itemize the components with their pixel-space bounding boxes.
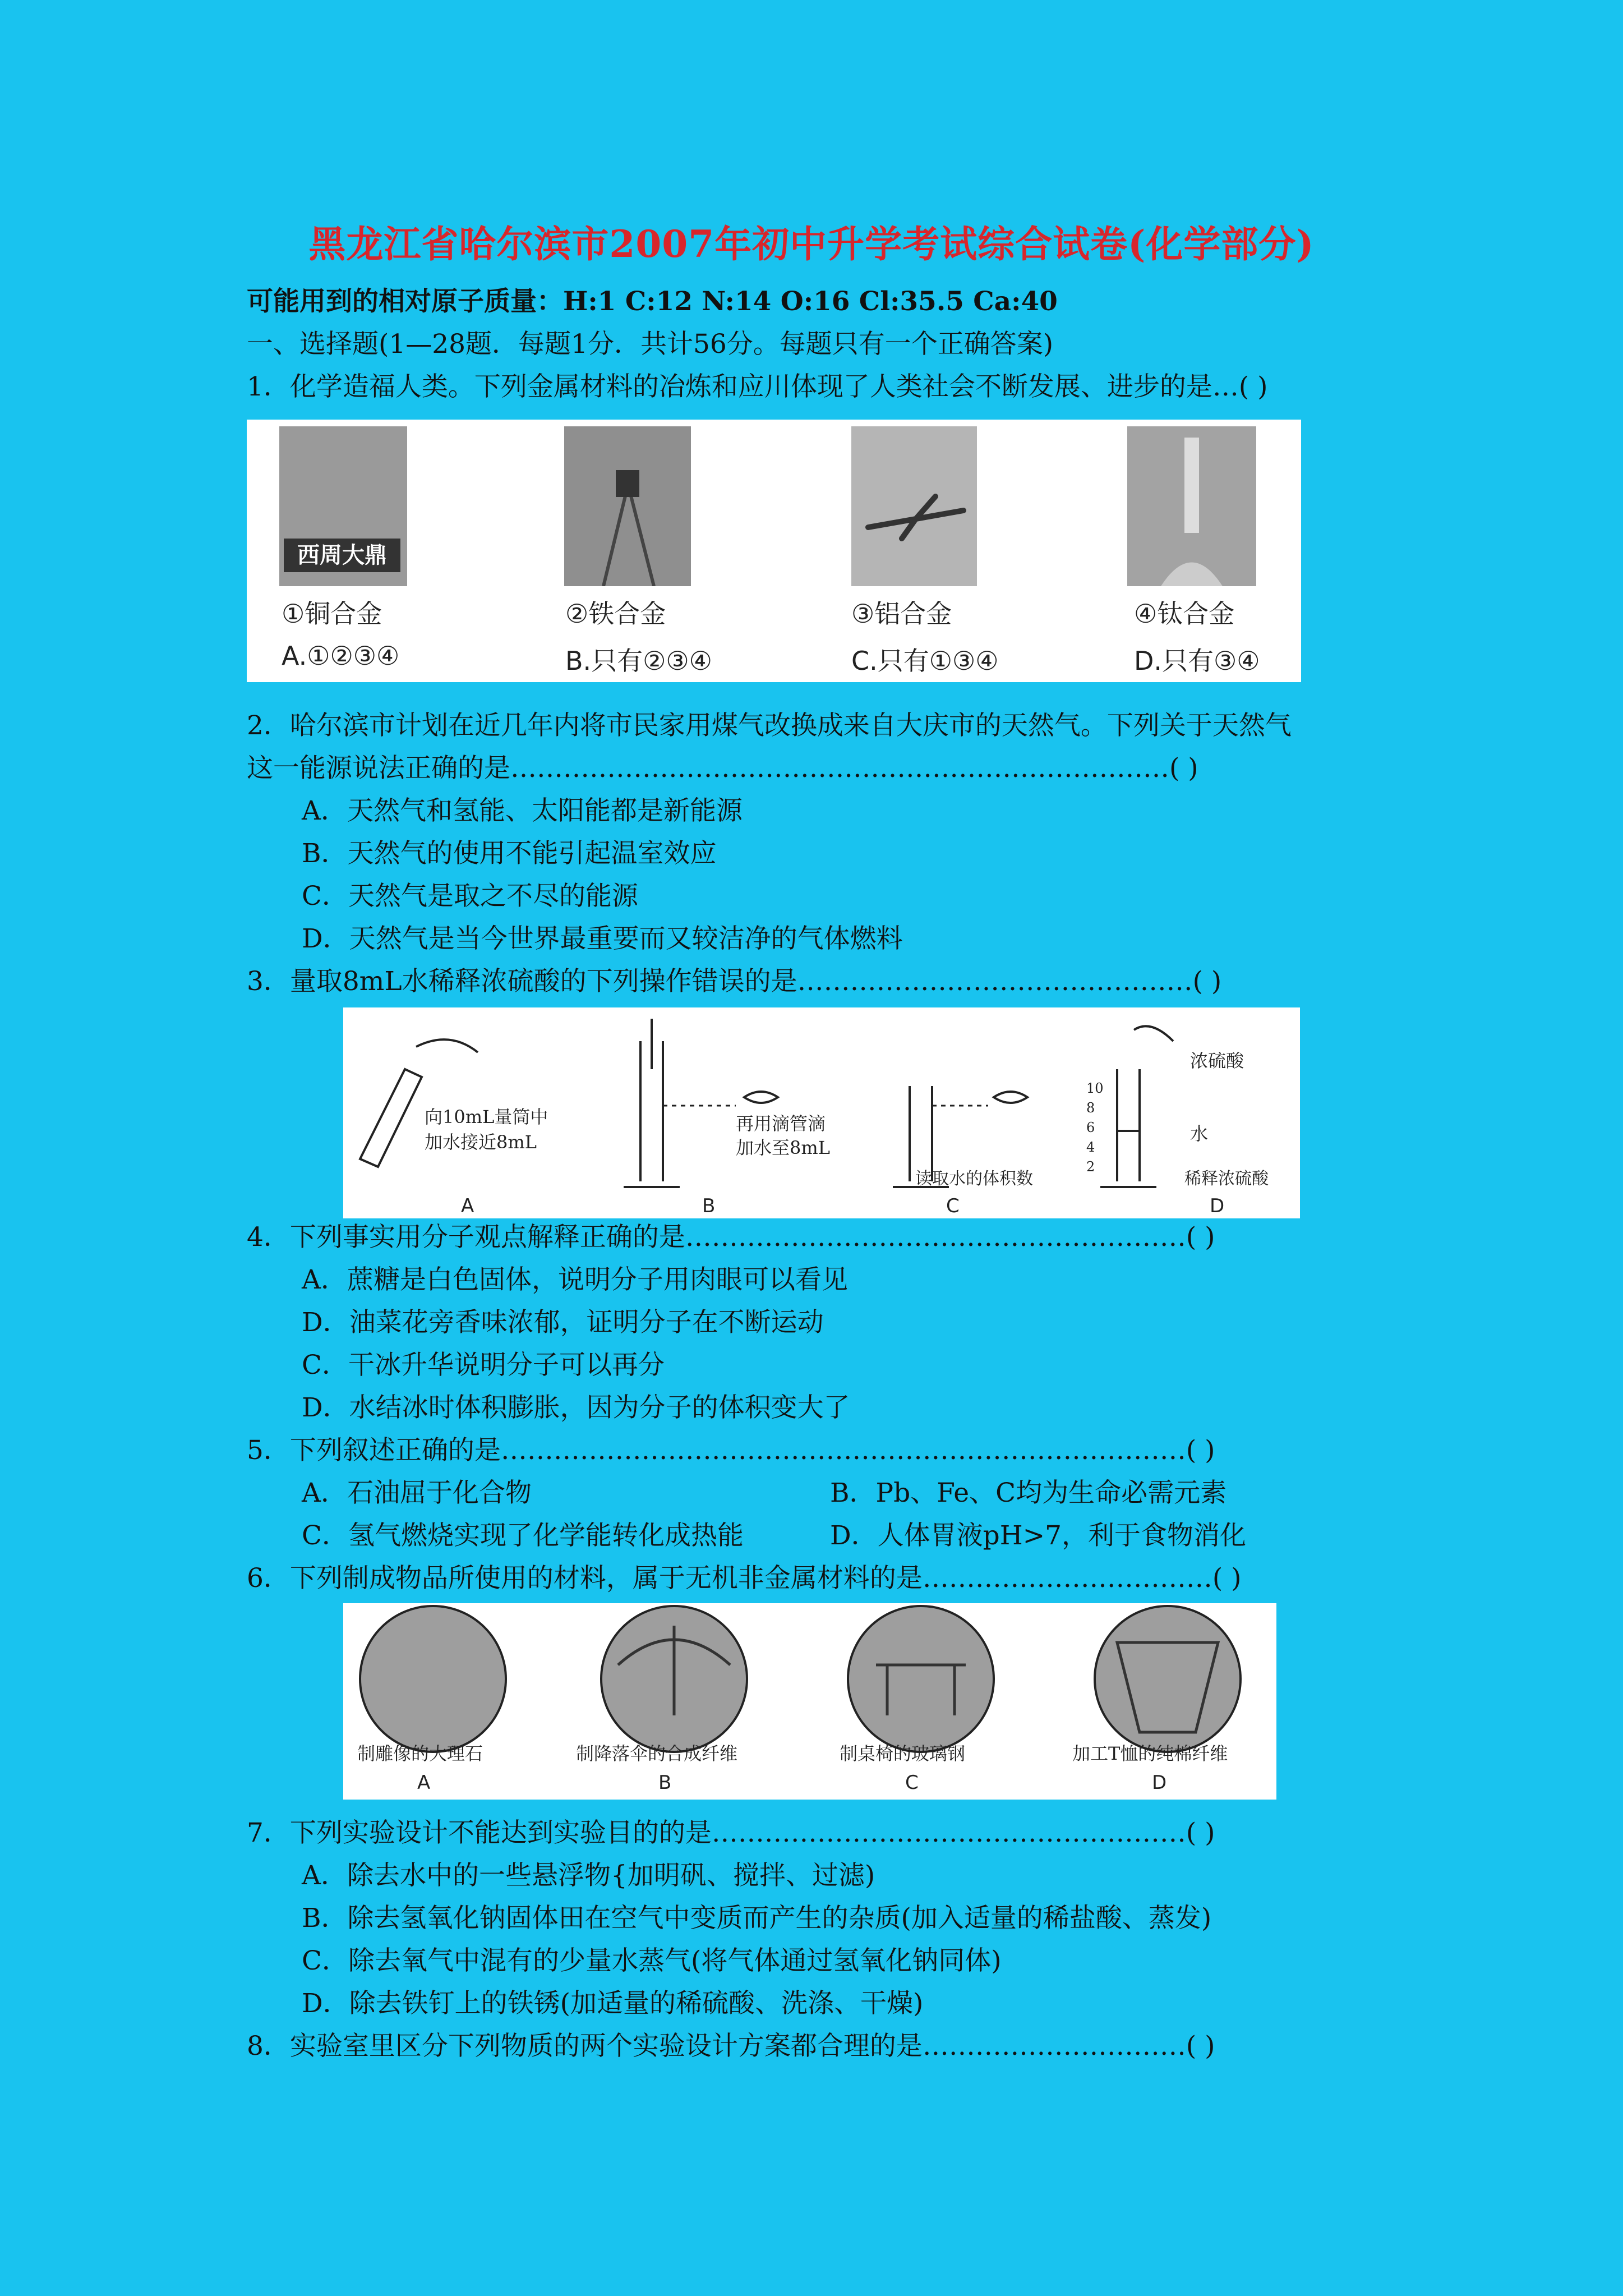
q6-caption-c: 制桌椅的玻璃钢: [840, 1743, 966, 1764]
q3-caption-a1: 向10mL量筒中: [425, 1106, 548, 1128]
q1-label-4: ④钛合金: [1134, 599, 1235, 629]
q3-tick-4: 4: [1086, 1139, 1095, 1155]
rail-track-icon: [564, 426, 691, 586]
photo-stamp: 西周大鼎: [284, 539, 400, 572]
q3-caption-d: 稀释浓硫酸: [1184, 1169, 1269, 1189]
q1-label-3: ③铝合金: [851, 599, 952, 629]
q2-option-c: C．天然气是取之不尽的能源: [302, 881, 638, 912]
q6-caption-b: 制降落伞的合成纤维: [576, 1743, 738, 1764]
q8-stem: 8．实验室里区分下列物质的两个实验设计方案都合理的是…………………………( ): [247, 2031, 1215, 2062]
q1-stem: 1．化学造福人类。下列金属材料的冶炼和应川体现了人类社会不断发展、进步的是…( ): [247, 371, 1268, 402]
q3-caption-c: 读取水的体积数: [915, 1169, 1033, 1189]
q3-caption-acid: 浓硫酸: [1190, 1050, 1244, 1071]
q1-label-2: ②铁合金: [565, 599, 666, 629]
q3-caption-b1: 再用滴管滴: [736, 1113, 826, 1134]
q1-option-d: D.只有③④: [1134, 646, 1260, 676]
q6-letter-a: A: [417, 1772, 431, 1794]
q7-option-d: D．除去铁钉上的铁锈(加适量的稀硫酸、洗涤、干燥): [302, 1988, 924, 2019]
q6-letter-c: C: [905, 1772, 919, 1794]
q3-tick-10: 10: [1086, 1080, 1104, 1096]
q6-letter-b: B: [658, 1772, 672, 1794]
q6-stem: 6．下列制成物品所使用的材料，属于无机非金属材料的是……………………………( ): [247, 1563, 1242, 1594]
q5-option-d: D．人体胃液pH>7，利于食物消化: [830, 1520, 1247, 1551]
q1-option-a: A.①②③④: [282, 641, 400, 671]
material-photos: [343, 1603, 1276, 1800]
q5-option-c: C．氢气燃烧实现了化学能转化成热能: [302, 1520, 744, 1551]
q4-option-c: C．干冰升华说明分子可以再分: [302, 1350, 665, 1381]
q6-letter-d: D: [1152, 1772, 1167, 1794]
q3-figure: [343, 1007, 1300, 1218]
q3-letter-b: B: [702, 1195, 716, 1217]
plane-photo: [851, 426, 977, 586]
q3-letter-c: C: [946, 1195, 960, 1217]
q5-option-b: B．Pb、Fe、C均为生命必需元素: [830, 1478, 1227, 1508]
q7-option-c: C．除去氧气中混有的少量水蒸气(将气体通过氢氧化钠同体): [302, 1945, 1002, 1976]
q6-caption-a: 制雕像的大理石: [357, 1743, 483, 1764]
airplane-icon: [851, 426, 977, 586]
q3-letter-d: D: [1210, 1195, 1225, 1217]
q3-caption-a2: 加水接近8mL: [425, 1131, 537, 1153]
q1-figure: [247, 420, 1301, 682]
q7-option-a: A．除去水中的一些悬浮物{加明矾、搅拌、过滤): [302, 1860, 875, 1891]
q4-option-d: D．水结冰时体积膨胀，因为分子的体积变大了: [302, 1392, 850, 1423]
q2-stem-line2: 这一能源说法正确的是…………………………………………………………………( ): [247, 753, 1198, 784]
q3-caption-b2: 加水至8mL: [736, 1137, 830, 1158]
rocket-icon: [1127, 426, 1256, 586]
q4-option-b: D．油菜花旁香味浓郁，证明分子在不断运动: [302, 1307, 824, 1338]
q3-tick-8: 8: [1086, 1100, 1095, 1116]
q5-stem: 5．下列叙述正确的是……………………………………………………………………( ): [247, 1435, 1215, 1466]
bronze-ding-photo: [279, 426, 407, 586]
q6-caption-d: 加工T恤的纯棉纤维: [1072, 1743, 1228, 1764]
q3-caption-water: 水: [1190, 1123, 1209, 1144]
q4-stem: 4．下列事实用分子观点解释正确的是…………………………………………………( ): [247, 1222, 1215, 1253]
q2-stem-line1: 2．哈尔滨市计划在近几年内将市民家用煤气改换成来自大庆市的天然气。下列关于天然气: [247, 710, 1292, 741]
rocket-photo: [1127, 426, 1256, 586]
q3-tick-6: 6: [1086, 1120, 1095, 1135]
q5-option-a: A．石油屈于化合物: [302, 1478, 532, 1508]
q3-stem: 3．量取8mL水稀释浓硫酸的下列操作错误的是………………………………………( ): [247, 966, 1222, 997]
q2-option-d: D．天然气是当今世界最重要而又较洁净的气体燃料: [302, 923, 903, 954]
q1-label-1: ①铜合金: [282, 599, 382, 629]
section-heading: 一、选择题(1—28题．每题1分．共计56分。每题只有一个正确答案): [247, 329, 1054, 360]
q7-stem: 7．下列实验设计不能达到实验目的的是………………………………………………( ): [247, 1818, 1215, 1848]
q6-figure: [343, 1603, 1276, 1800]
q1-option-b: B.只有②③④: [565, 646, 712, 676]
q3-letter-a: A: [461, 1195, 474, 1217]
atomic-mass-line: 可能用到的相对原子质量：H:1 C:12 N:14 O:16 Cl:35.5 Ca:40: [247, 286, 1058, 317]
q2-option-b: B．天然气的使用不能引起温室效应: [302, 838, 717, 869]
q3-tick-2: 2: [1086, 1159, 1095, 1175]
exam-title: 黑龙江省哈尔滨市2007年初中升学考试综合试卷(化学部分): [308, 222, 1315, 266]
q2-option-a: A．天然气和氢能、太阳能都是新能源: [302, 795, 743, 826]
q7-option-b: B．除去氢氧化钠固体田在空气中变质而产生的杂质(加入适量的稀盐酸、蒸发): [302, 1903, 1212, 1934]
q1-option-c: C.只有①③④: [851, 646, 999, 676]
train-photo: [564, 426, 691, 586]
q4-option-a: A．蔗糖是白色固体，说明分子用肉眼可以看见: [302, 1264, 848, 1295]
